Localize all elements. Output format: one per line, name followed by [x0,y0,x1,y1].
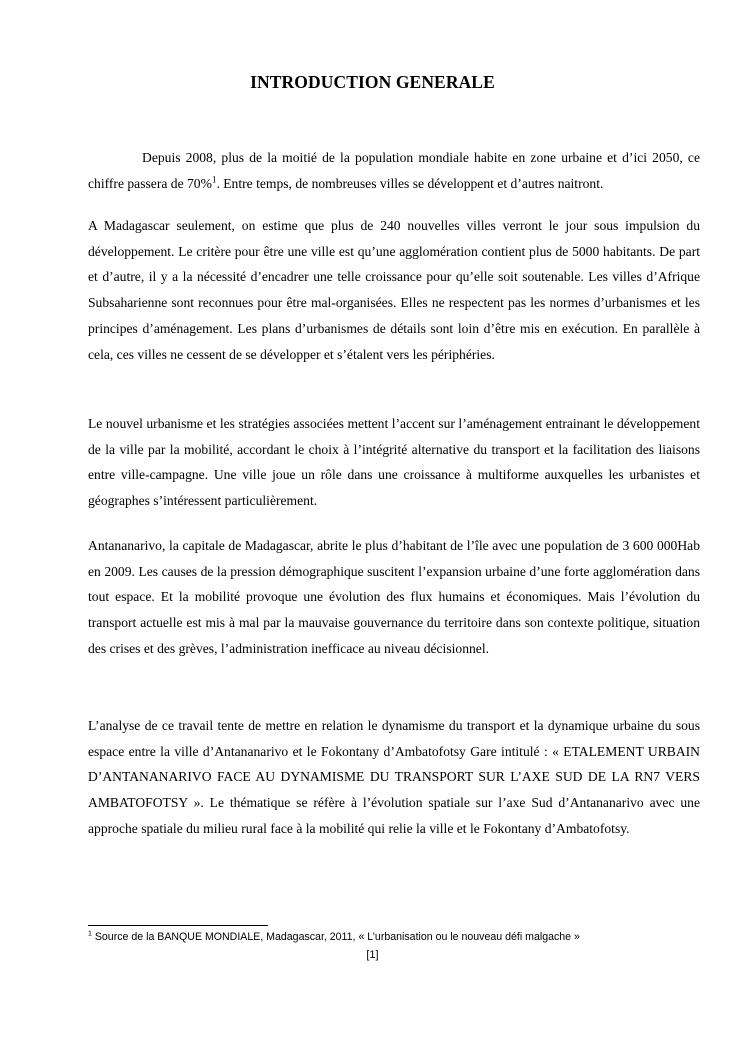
footnote-text: Source de la BANQUE MONDIALE, Madagascar, 2011, « L’urbanisation ou le nouveau défi malgache » [91,931,580,943]
footnote-number: 1 [88,930,92,938]
paragraph-1 [88,145,700,196]
paragraph-4: Antananarivo, la capitale de Madagascar, abrite le plus d’habitant de l’île avec une population de 3 600 000Hab en 2009. Les causes de la pression démographique suscitent l’expansion urbaine d’une forte agglomération dans tout espace. Et la mobilité provoque une évolution des flux humains et économiques. Mais l’évolution du transport actuelle est mis à mal par la mauvaise gouvernance du territoire dans son contexte politique, situation des crises et des grèves, l’administration inefficace au niveau décisionnel. [88,538,700,656]
page-number: [1] [366,949,379,961]
paragraph-1-text-end: . Entre temps, de nombreuses villes se développent et d’autres naitront. [216,175,604,191]
footnote [88,930,700,944]
paragraph-2: A Madagascar seulement, on estime que plus de 240 nouvelles villes verront le jour sous impulsion du développement. Le critère pour être une ville est qu’une agglomération contient plus de 5000 habitants. De part et d’autre, il y a la nécessité d’encadrer une telle croissance pour qu’elle soit soutenable. Les villes d’Afrique Subsaharienne sont reconnues pour être mal-organisées. Elles ne respectent pas les normes d’urbanismes et les principes d’aménagement. Les plans d’urbanismes de détails sont loin d’être mis en exécution. En parallèle à cela, ces villes ne cessent de se développer et s’étalent vers les périphéries. [88,218,700,362]
paragraph-5: L’analyse de ce travail tente de mettre en relation le dynamisme du transport et la dynamique urbaine du sous espace entre la ville d’Antananarivo et le Fokontany d’Ambatofotsy Gare intitulé : « ETALEMENT URBAIN D’ANTANANARIVO FACE AU DYNAMISME DU TRANSPORT SUR L’AXE SUD DE LA RN7 VERS AMBATOFOTSY ». Le thématique se réfère à l’évolution spatiale sur l’axe Sud d’Antananarivo avec une approche spatiale du milieu rural face à la mobilité qui relie la ville et le Fokontany d’Ambatofotsy. [88,718,700,836]
page-title: INTRODUCTION GENERALE [250,72,495,92]
footnote-separator [88,925,268,926]
paragraph-3: Le nouvel urbanisme et les stratégies associées mettent l’accent sur l’aménagement entrainant le développement de la ville par la mobilité, accordant le choix à l’intégrité alternative du transport et la facilitation des liaisons entre ville-campagne. Une ville joue un rôle dans une croissance à multiforme auxquelles les urbanistes et géographes s’intéressent particulièrement. [88,416,700,509]
footnote-reference[interactable]: 1 [211,174,217,185]
paragraph-1-text: Depuis 2008, plus de la moitié de la population mondiale habite en zone urbaine et d’ici 2050, ce chiffre passera de 70% [88,150,700,191]
